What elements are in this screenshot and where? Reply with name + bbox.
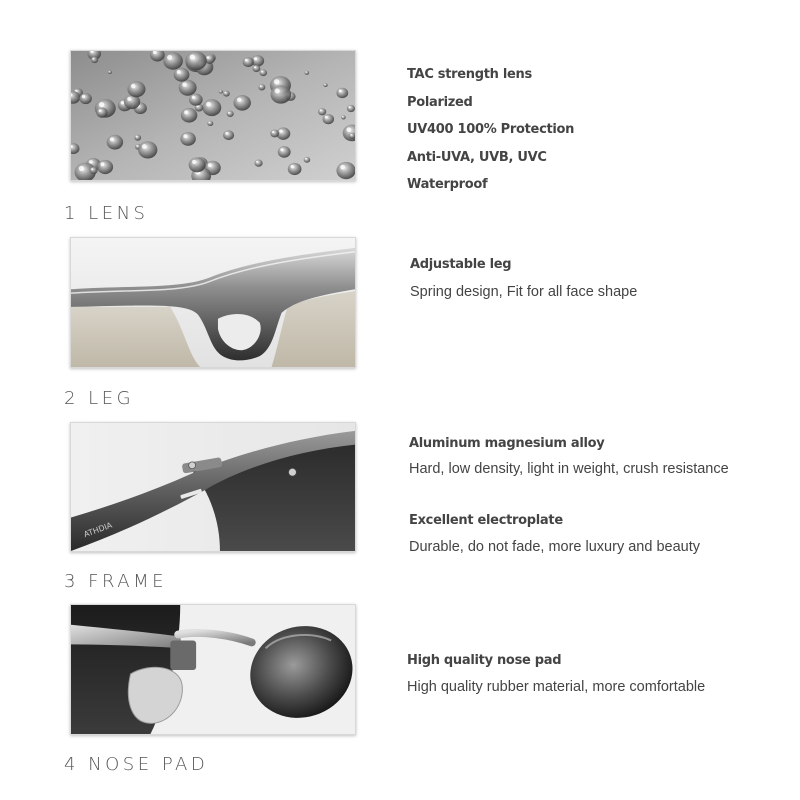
feature-title-polarized: Polarized [407,95,473,110]
feature-desc-adjustable-leg: Spring design, Fit for all face shape [410,284,638,300]
feature-title-tac-lens: TAC strength lens [407,67,532,82]
feature-title-uv400: UV400 100% Protection [407,122,575,137]
section-caption-frame: 3 FRAME [64,571,168,592]
section-caption-nosepad: 4 NOSE PAD [64,754,209,775]
leg-photo [70,237,356,368]
feature-title-nose-pad: High quality nose pad [407,653,562,668]
feature-title-adjustable-leg: Adjustable leg [410,257,512,272]
feature-desc-nose-pad: High quality rubber material, more comfortable [407,679,706,695]
frame-print-text: ATHDIA [82,520,114,540]
feature-title-electroplate: Excellent electroplate [409,513,563,528]
frame-photo [70,422,356,552]
section-caption-lens: 1 LENS [64,203,149,224]
feature-title-waterproof: Waterproof [407,177,488,192]
section-caption-leg: 2 LEG [64,388,135,409]
feature-desc-electroplate: Durable, do not fade, more luxury and beauty [409,539,700,555]
feature-title-aluminum-alloy: Aluminum magnesium alloy [409,436,605,451]
feature-desc-aluminum-alloy: Hard, low density, light in weight, crush resistance [409,461,729,477]
nosepad-photo [70,604,356,735]
lens-photo [70,50,356,181]
feature-title-anti-uv: Anti-UVA, UVB, UVC [407,150,547,165]
